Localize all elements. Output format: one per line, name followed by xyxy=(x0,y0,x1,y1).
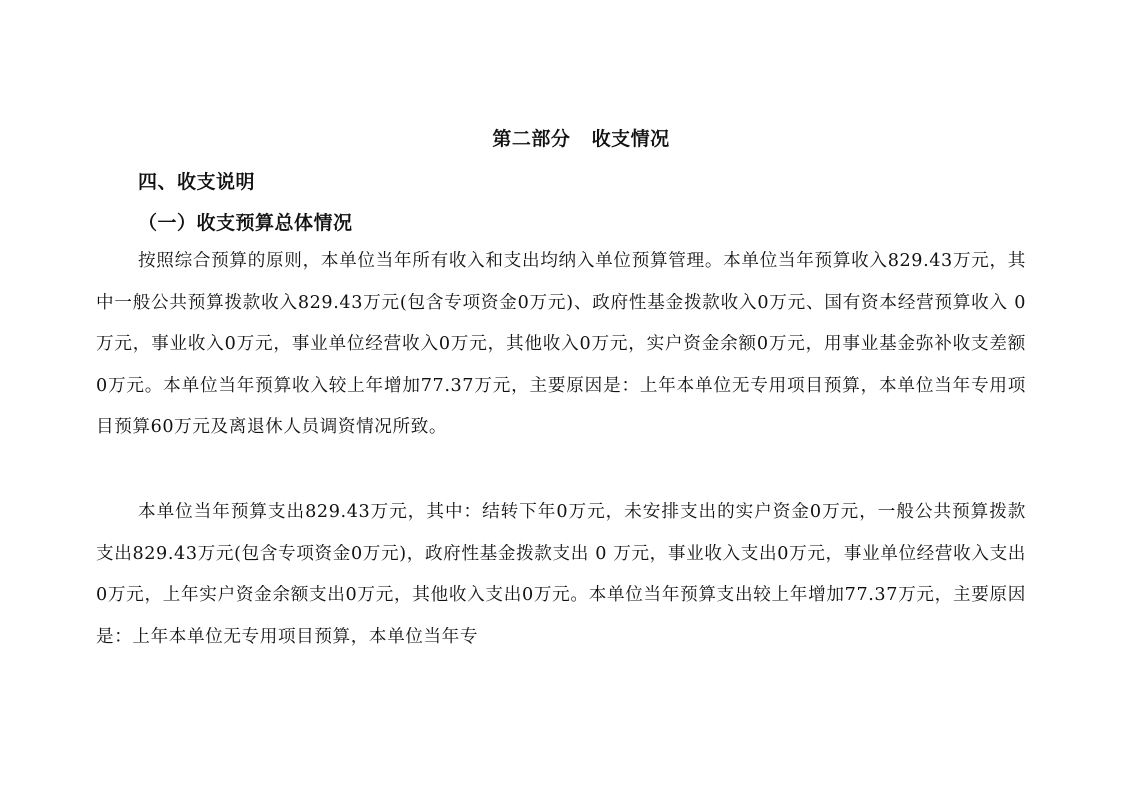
body-paragraph-expenditure: 本单位当年预算支出829.43万元，其中：结转下年0万元，未安排支出的实户资金0万元，一般公共预算拨款支出829.43万元(包含专项资金0万元)，政府性基金拨款支出 0 万元，事业收入支出0万元，事业单位经营收入支出0万元，上年实户资金余额支出0万元，其他收入支出0万元。本单位当年预算支出较上年增加77.37万元，主要原因是：上年本单位无专用项目预算，本单位当年专 xyxy=(96,502,1026,647)
part-title: 第二部分 收支情况 xyxy=(492,128,670,150)
body-paragraph-income: 按照综合预算的原则，本单位当年所有收入和支出均纳入单位预算管理。本单位当年预算收入829.43万元，其中一般公共预算拨款收入829.43万元(包含专项资金0万元)、政府性基金拨款收入0万元、国有资本经营预算收入 0 万元，事业收入0万元，事业单位经营收入0万元，其他收入0万元，实户资金余额0万元，用事业基金弥补收支差额0万元。本单位当年预算收入较上年增加77.37万元，主要原因是：上年本单位无专用项目预算，本单位当年专用项目预算60万元及离退休人员调资情况所致。 xyxy=(96,251,1026,438)
subsection-heading: （一）收支预算总体情况 xyxy=(138,212,353,234)
section-heading: 四、收支说明 xyxy=(138,171,256,193)
